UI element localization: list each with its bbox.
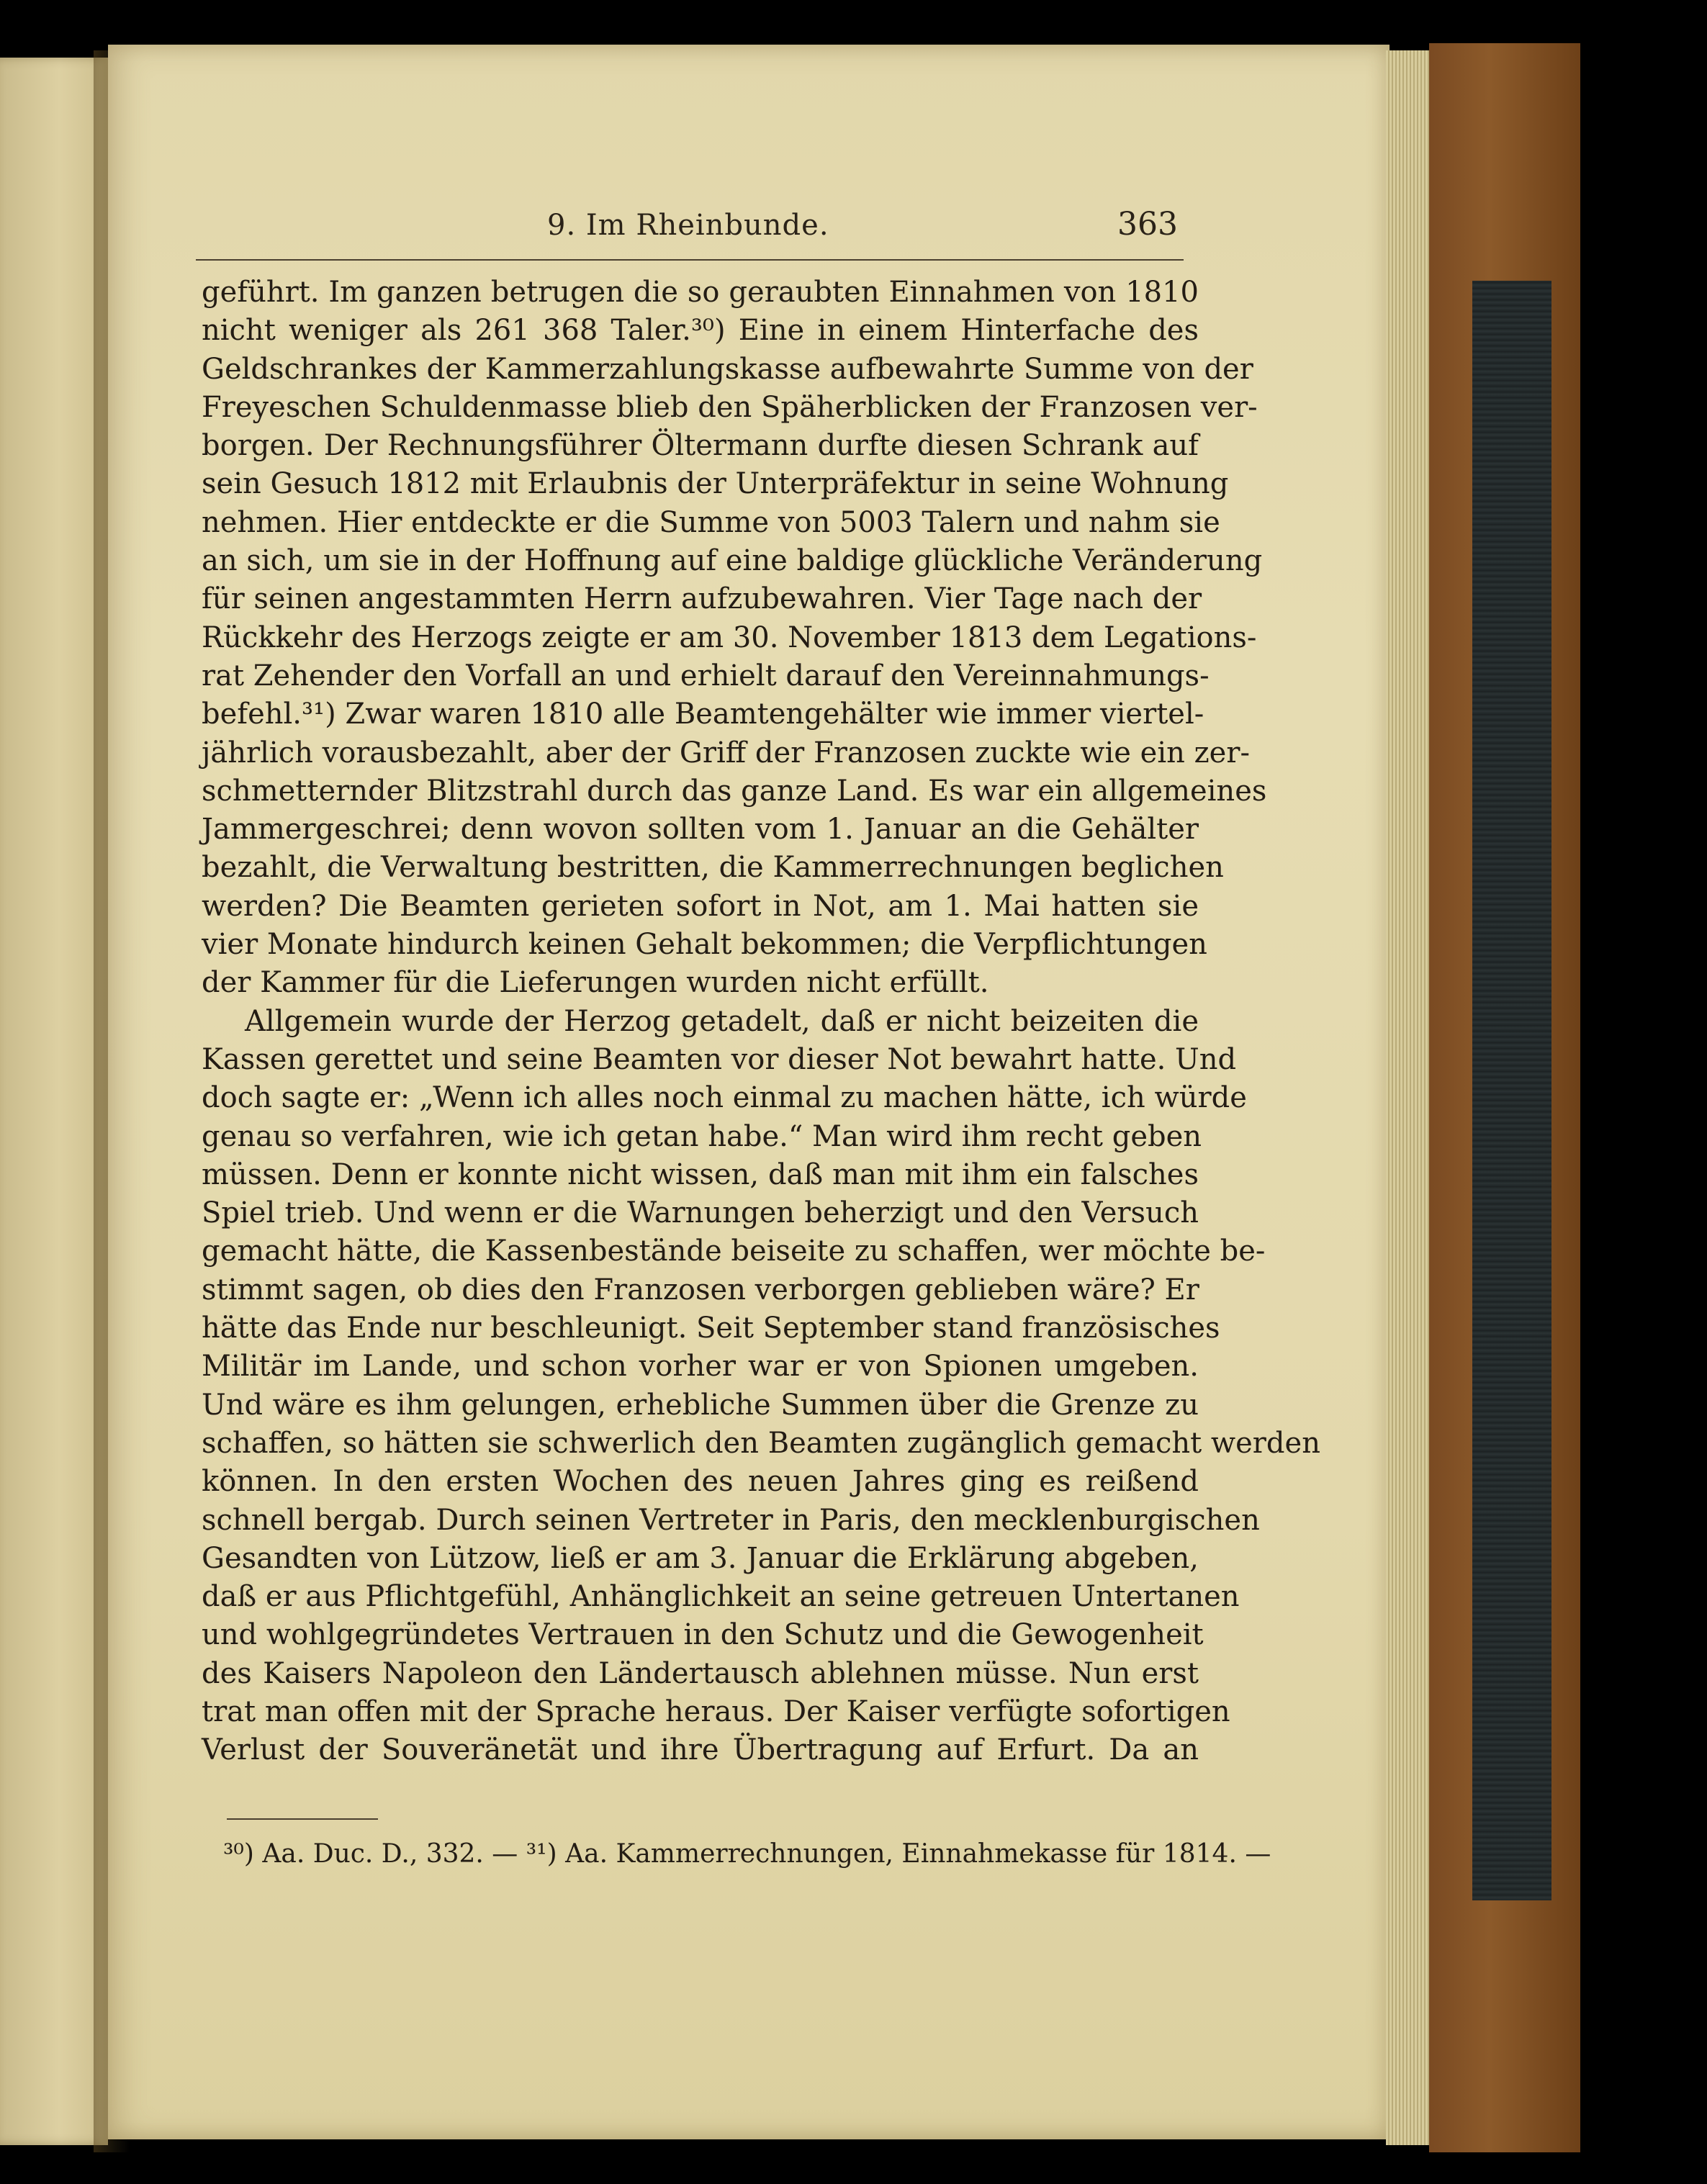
- text-line: müssen. Denn er konnte nicht wissen, daß man mit ihm ein falsches: [202, 1158, 1199, 1191]
- text-line: Geldschrankes der Kammerzahlungskasse aufbewahrte Summe von der: [202, 352, 1253, 386]
- text-line: nehmen. Hier entdeckte er die Summe von 5003 Talern und nahm sie: [202, 505, 1220, 539]
- text-line: trat man offen mit der Sprache heraus. Der Kaiser verfügte sofortigen: [202, 1695, 1230, 1728]
- text-line: Verlust der Souveränetät und ihre Übertragung auf Erfurt. Da an: [202, 1733, 1199, 1767]
- text-line: borgen. Der Rechnungsführer Öltermann durfte diesen Schrank auf: [202, 429, 1199, 463]
- text-line: des Kaisers Napoleon den Ländertausch ablehnen müsse. Nun erst: [202, 1656, 1199, 1690]
- text-line: Militär im Lande, und schon vorher war er von Spionen umgeben.: [202, 1350, 1199, 1384]
- text-line: genau so verfahren, wie ich getan habe.“ Man wird ihm recht geben: [202, 1119, 1202, 1153]
- text-line: Rückkehr des Herzogs zeigte er am 30. November 1813 dem Legations-: [202, 621, 1257, 654]
- text-line: vier Monate hindurch keinen Gehalt bekommen; die Verpflichtungen: [202, 928, 1207, 962]
- text-line: an sich, um sie in der Hoffnung auf eine baldige glückliche Veränderung: [202, 544, 1263, 578]
- text-line: Freyeschen Schuldenmasse blieb den Späherblicken der Franzosen ver-: [202, 390, 1258, 424]
- text-line: geführt. Im ganzen betrugen die so geraubten Einnahmen von 1810: [202, 276, 1199, 309]
- text-line: schaffen, so hätten sie schwerlich den Beamten zugänglich gemacht werden: [202, 1426, 1320, 1460]
- text-line: Und wäre es ihm gelungen, erhebliche Summen über die Grenze zu: [202, 1388, 1199, 1422]
- text-line: Gesandten von Lützow, ließ er am 3. Januar die Erklärung abgeben,: [202, 1541, 1199, 1575]
- text-line: schmetternder Blitzstrahl durch das ganze Land. Es war ein allgemeines: [202, 774, 1267, 808]
- running-header: 9. Im Rheinbunde.: [547, 209, 829, 242]
- page-number: 363: [1117, 206, 1178, 243]
- text-line: Kassen gerettet und seine Beamten vor dieser Not bewahrt hatte. Und: [202, 1042, 1237, 1076]
- text-line: sein Gesuch 1812 mit Erlaubnis der Unterpräfektur in seine Wohnung: [202, 467, 1229, 501]
- page-edges-stack: [1386, 50, 1429, 2145]
- text-line: bezahlt, die Verwaltung bestritten, die Kammerrechnungen beglichen: [202, 851, 1224, 885]
- text-line: werden? Die Beamten gerieten sofort in Not, am 1. Mai hatten sie: [202, 889, 1199, 923]
- text-line: schnell bergab. Durch seinen Vertreter in Paris, den mecklenburgischen: [202, 1503, 1260, 1537]
- text-line: stimmt sagen, ob dies den Franzosen verborgen geblieben wäre? Er: [202, 1273, 1199, 1307]
- text-line: jährlich vorausbezahlt, aber der Griff der Franzosen zuckte wie ein zer-: [202, 736, 1250, 770]
- text-line: für seinen angestammten Herrn aufzubewahren. Vier Tage nach der: [202, 582, 1202, 616]
- text-line: können. In den ersten Wochen des neuen Jahres ging es reißend: [202, 1465, 1199, 1499]
- text-line: gemacht hätte, die Kassenbestände beiseite zu schaffen, wer möchte be-: [202, 1235, 1266, 1268]
- text-line: nicht weniger als 261 368 Taler.³⁰) Eine in einem Hinterfache des: [202, 314, 1199, 348]
- text-line: der Kammer für die Lieferungen wurden nicht erfüllt.: [202, 966, 989, 1000]
- body-text: [202, 274, 1320, 1770]
- text-line: doch sagte er: „Wenn ich alles noch einmal zu machen hätte, ich würde: [202, 1081, 1247, 1115]
- previous-page-edge: [0, 58, 108, 2145]
- text-line: Jammergeschrei; denn wovon sollten vom 1. Januar an die Gehälter: [202, 813, 1199, 847]
- text-line: daß er aus Pflichtgefühl, Anhänglichkeit an seine getreuen Untertanen: [202, 1580, 1240, 1614]
- footnote: ³⁰) Aa. Duc. D., 332. — ³¹) Aa. Kammerrechnungen, Einnahmekasse für 1814. —: [223, 1839, 1271, 1869]
- text-line: Spiel trieb. Und wenn er die Warnungen beherzigt und den Versuch: [202, 1196, 1199, 1230]
- cover-spine-cloth: [1472, 281, 1551, 1900]
- text-line: und wohlgegründetes Vertrauen in den Schutz und die Gewogenheit: [202, 1618, 1204, 1652]
- text-line: rat Zehender den Vorfall an und erhielt darauf den Vereinnahmungs-: [202, 659, 1210, 692]
- text-line: befehl.³¹) Zwar waren 1810 alle Beamtengehälter wie immer viertel-: [202, 698, 1204, 731]
- footnote-rule: [227, 1818, 378, 1820]
- paragraph-start-line: Allgemein wurde der Herzog getadelt, daß er nicht beizeiten die: [245, 1004, 1199, 1038]
- header-rule: [196, 259, 1184, 261]
- text-line: hätte das Ende nur beschleunigt. Seit September stand französisches: [202, 1312, 1220, 1345]
